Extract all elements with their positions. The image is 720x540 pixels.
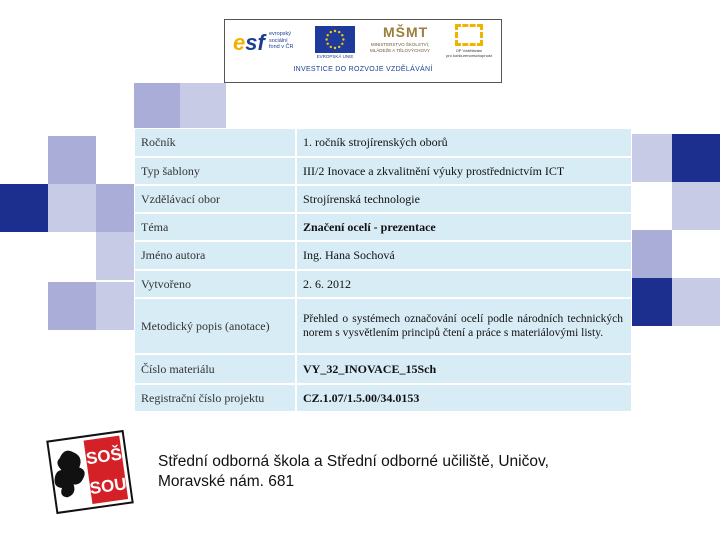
deco-square: [180, 83, 226, 129]
msmt-mark: MŠMT: [383, 24, 429, 40]
table-row: [134, 241, 632, 270]
row-label: Registrační číslo projektu: [134, 384, 296, 412]
op-line2: pro konkurenceschopnost: [446, 53, 492, 58]
info-table: [134, 128, 632, 412]
msmt-line2: MLÁDEŽE A TĚLOVÝCHOVY: [370, 47, 430, 53]
esf-line1: evropský: [269, 31, 292, 37]
row-value: VY_32_INOVACE_15Sch: [296, 354, 632, 384]
row-value: III/2 Inovace a zkvalitnění výuky prostřednictvím ICT: [296, 157, 632, 185]
esf-mark-e: e: [233, 30, 246, 55]
deco-square: [96, 282, 134, 330]
school-name: Střední odborná škola a Střední odborné učiliště, Uničov,: [158, 453, 549, 470]
row-value: CZ.1.07/1.5.00/34.0153: [296, 384, 632, 412]
table-row: [134, 213, 632, 241]
esf-mark-rest: sf: [245, 30, 265, 55]
deco-square: [672, 278, 720, 326]
esf-line3: fond v ČR: [269, 44, 294, 50]
table-row: [134, 270, 632, 298]
school-address: [158, 452, 638, 492]
logo-banner: [224, 19, 502, 83]
row-label: Číslo materiálu: [134, 354, 296, 384]
deco-square: [134, 83, 180, 129]
row-label: Vytvořeno: [134, 270, 296, 298]
eu-flag-icon: [315, 26, 355, 53]
row-value: Značení ocelí - prezentace: [296, 213, 632, 241]
deco-square: [48, 282, 96, 330]
row-value: Přehled o systémech označování ocelí podle národních technických norem s vysvětlením principů čtení a práce s materiálovými listy.: [296, 298, 632, 354]
op-mark-icon: [455, 24, 483, 46]
table-row: [134, 298, 632, 354]
row-value: 2. 6. 2012: [296, 270, 632, 298]
op-line1: OP Vzdělávání: [455, 48, 483, 53]
table-row: [134, 128, 632, 157]
msmt-logo: [365, 24, 435, 62]
table-row: [134, 185, 632, 213]
row-label: Jméno autora: [134, 241, 296, 270]
deco-square: [48, 184, 96, 232]
eu-logo: [315, 26, 355, 60]
sou-text: SOU: [88, 474, 128, 499]
row-label: Vzdělávací obor: [134, 185, 296, 213]
table-row: [134, 384, 632, 412]
row-label: Typ šablony: [134, 157, 296, 185]
row-value: 1. ročník strojírenských oborů: [296, 128, 632, 157]
eu-label: EVROPSKÁ UNIE: [316, 54, 354, 59]
row-value: Ing. Hana Sochová: [296, 241, 632, 270]
deco-square: [96, 232, 134, 280]
deco-square: [632, 134, 672, 182]
deco-square: [48, 136, 96, 184]
table-row: [134, 354, 632, 384]
deco-square: [632, 278, 672, 326]
banner-caption: INVESTICE DO ROZVOJE VZDĚLÁVÁNÍ: [293, 66, 433, 73]
row-label: Ročník: [134, 128, 296, 157]
school-street: Moravské nám. 681: [158, 473, 295, 490]
esf-line2: sociální: [269, 37, 288, 44]
row-value: Strojírenská technologie: [296, 185, 632, 213]
msmt-line1: MINISTERSTVO ŠKOLSTVÍ,: [370, 42, 430, 47]
table-row: [134, 157, 632, 185]
op-logo: [443, 24, 495, 62]
deco-square: [672, 182, 720, 230]
deco-square: [0, 184, 48, 232]
esf-logo: [233, 28, 311, 58]
deco-square: [672, 134, 720, 182]
deco-square: [632, 230, 672, 278]
school-logo: [38, 424, 142, 520]
sos-text: SOŠ: [84, 444, 124, 469]
row-label: Téma: [134, 213, 296, 241]
row-label: Metodický popis (anotace): [134, 298, 296, 354]
deco-square: [96, 184, 134, 232]
